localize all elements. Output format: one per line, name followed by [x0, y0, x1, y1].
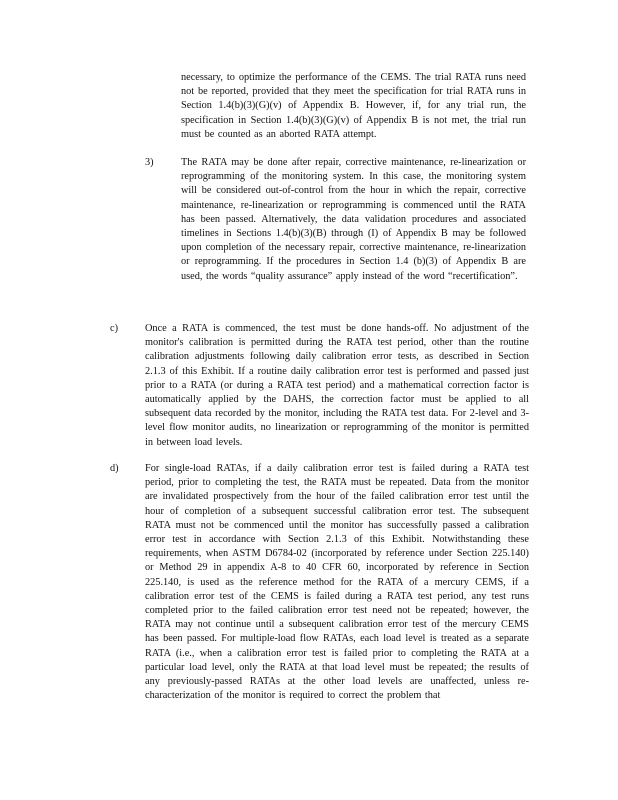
paragraph-c: Once a RATA is commenced, the test must be done hands-off. No adjustment of the monitor's calibration is permitted during the RATA test period, other than the routine calibration adjustments following daily calibration error tests, as described in Section 2.1.3 of this Exhibit. If a routine daily calibration error test is performed and passed just prior to a RATA (or during a RATA test period) and a mathematical correction factor is automatically applied by the DAHS, the correction factor must be applied to all subsequent data recorded by the monitor, including the RATA test data. For 2-level and 3-level flow monitor audits, no linearization or reprogramming of the monitor is permitted in between load levels.: [145, 323, 529, 448]
list-marker-3: 3): [145, 157, 154, 168]
list-marker-c: c): [110, 323, 118, 334]
paragraph-3: The RATA may be done after repair, corrective maintenance, re-linearization or reprogramming of the monitoring system. In this case, the monitoring system will be considered out-of-control from the hour in which the repair, corrective maintenance, re-linearization or reprogramming is commenced until the RATA has been passed. Alternatively, the data validation procedures and associated timelines in Sections 1.4(b)(3)(B) through (I) of Appendix B may be followed upon completion of the necessary repair, corrective maintenance, re-linearization or reprogramming. If the procedures in Section 1.4 (b)(3) of Appendix B are used, the words “quality assurance” apply instead of the word “recertification”.: [181, 157, 526, 282]
continued-paragraph: necessary, to optimize the performance of the CEMS. The trial RATA runs need not be reported, provided that they meet the specification for trial RATA runs in Section 1.4(b)(3)(G)(v) of Appendix B. However, if, for any trial run, the specification in Section 1.4(b)(3)(G)(v) of Appendix B is not met, the trial run must be counted as an aborted RATA attempt.: [181, 72, 526, 140]
paragraph-d: For single-load RATAs, if a daily calibration error test is failed during a RATA test period, prior to completing the test, the RATA must be repeated. Data from the monitor are invalidated prospectively from the hour of the failed calibration error test until the hour of completion of a subsequent successful calibration error test. The subsequent RATA must not be commenced until the monitor has successfully passed a calibration error test in accordance with Section 2.1.3 of this Exhibit. Notwithstanding these requirements, when ASTM D6784-02 (incorporated by reference under Section 225.140) or Method 29 in appendix A-8 to 40 CFR 60, incorporated by reference in Section 225.140, is used as the reference method for the RATA of a mercury CEMS, if a calibration error test of the CEMS is failed during a RATA test period, any test runs completed prior to the failed calibration error test need not be repeated; however, the RATA may not continue until a subsequent calibration error test of the mercury CEMS has been passed. For multiple-load flow RATAs, each load level is treated as a separate RATA (i.e., when a calibration error test is failed prior to completing the RATA at a particular load level, only the RATA at that load level must be repeated; the results of any previously-passed RATAs at the other load levels are unaffected, unless re-characterization of the monitor is required to correct the problem that: [145, 463, 529, 702]
list-marker-d: d): [110, 463, 119, 474]
